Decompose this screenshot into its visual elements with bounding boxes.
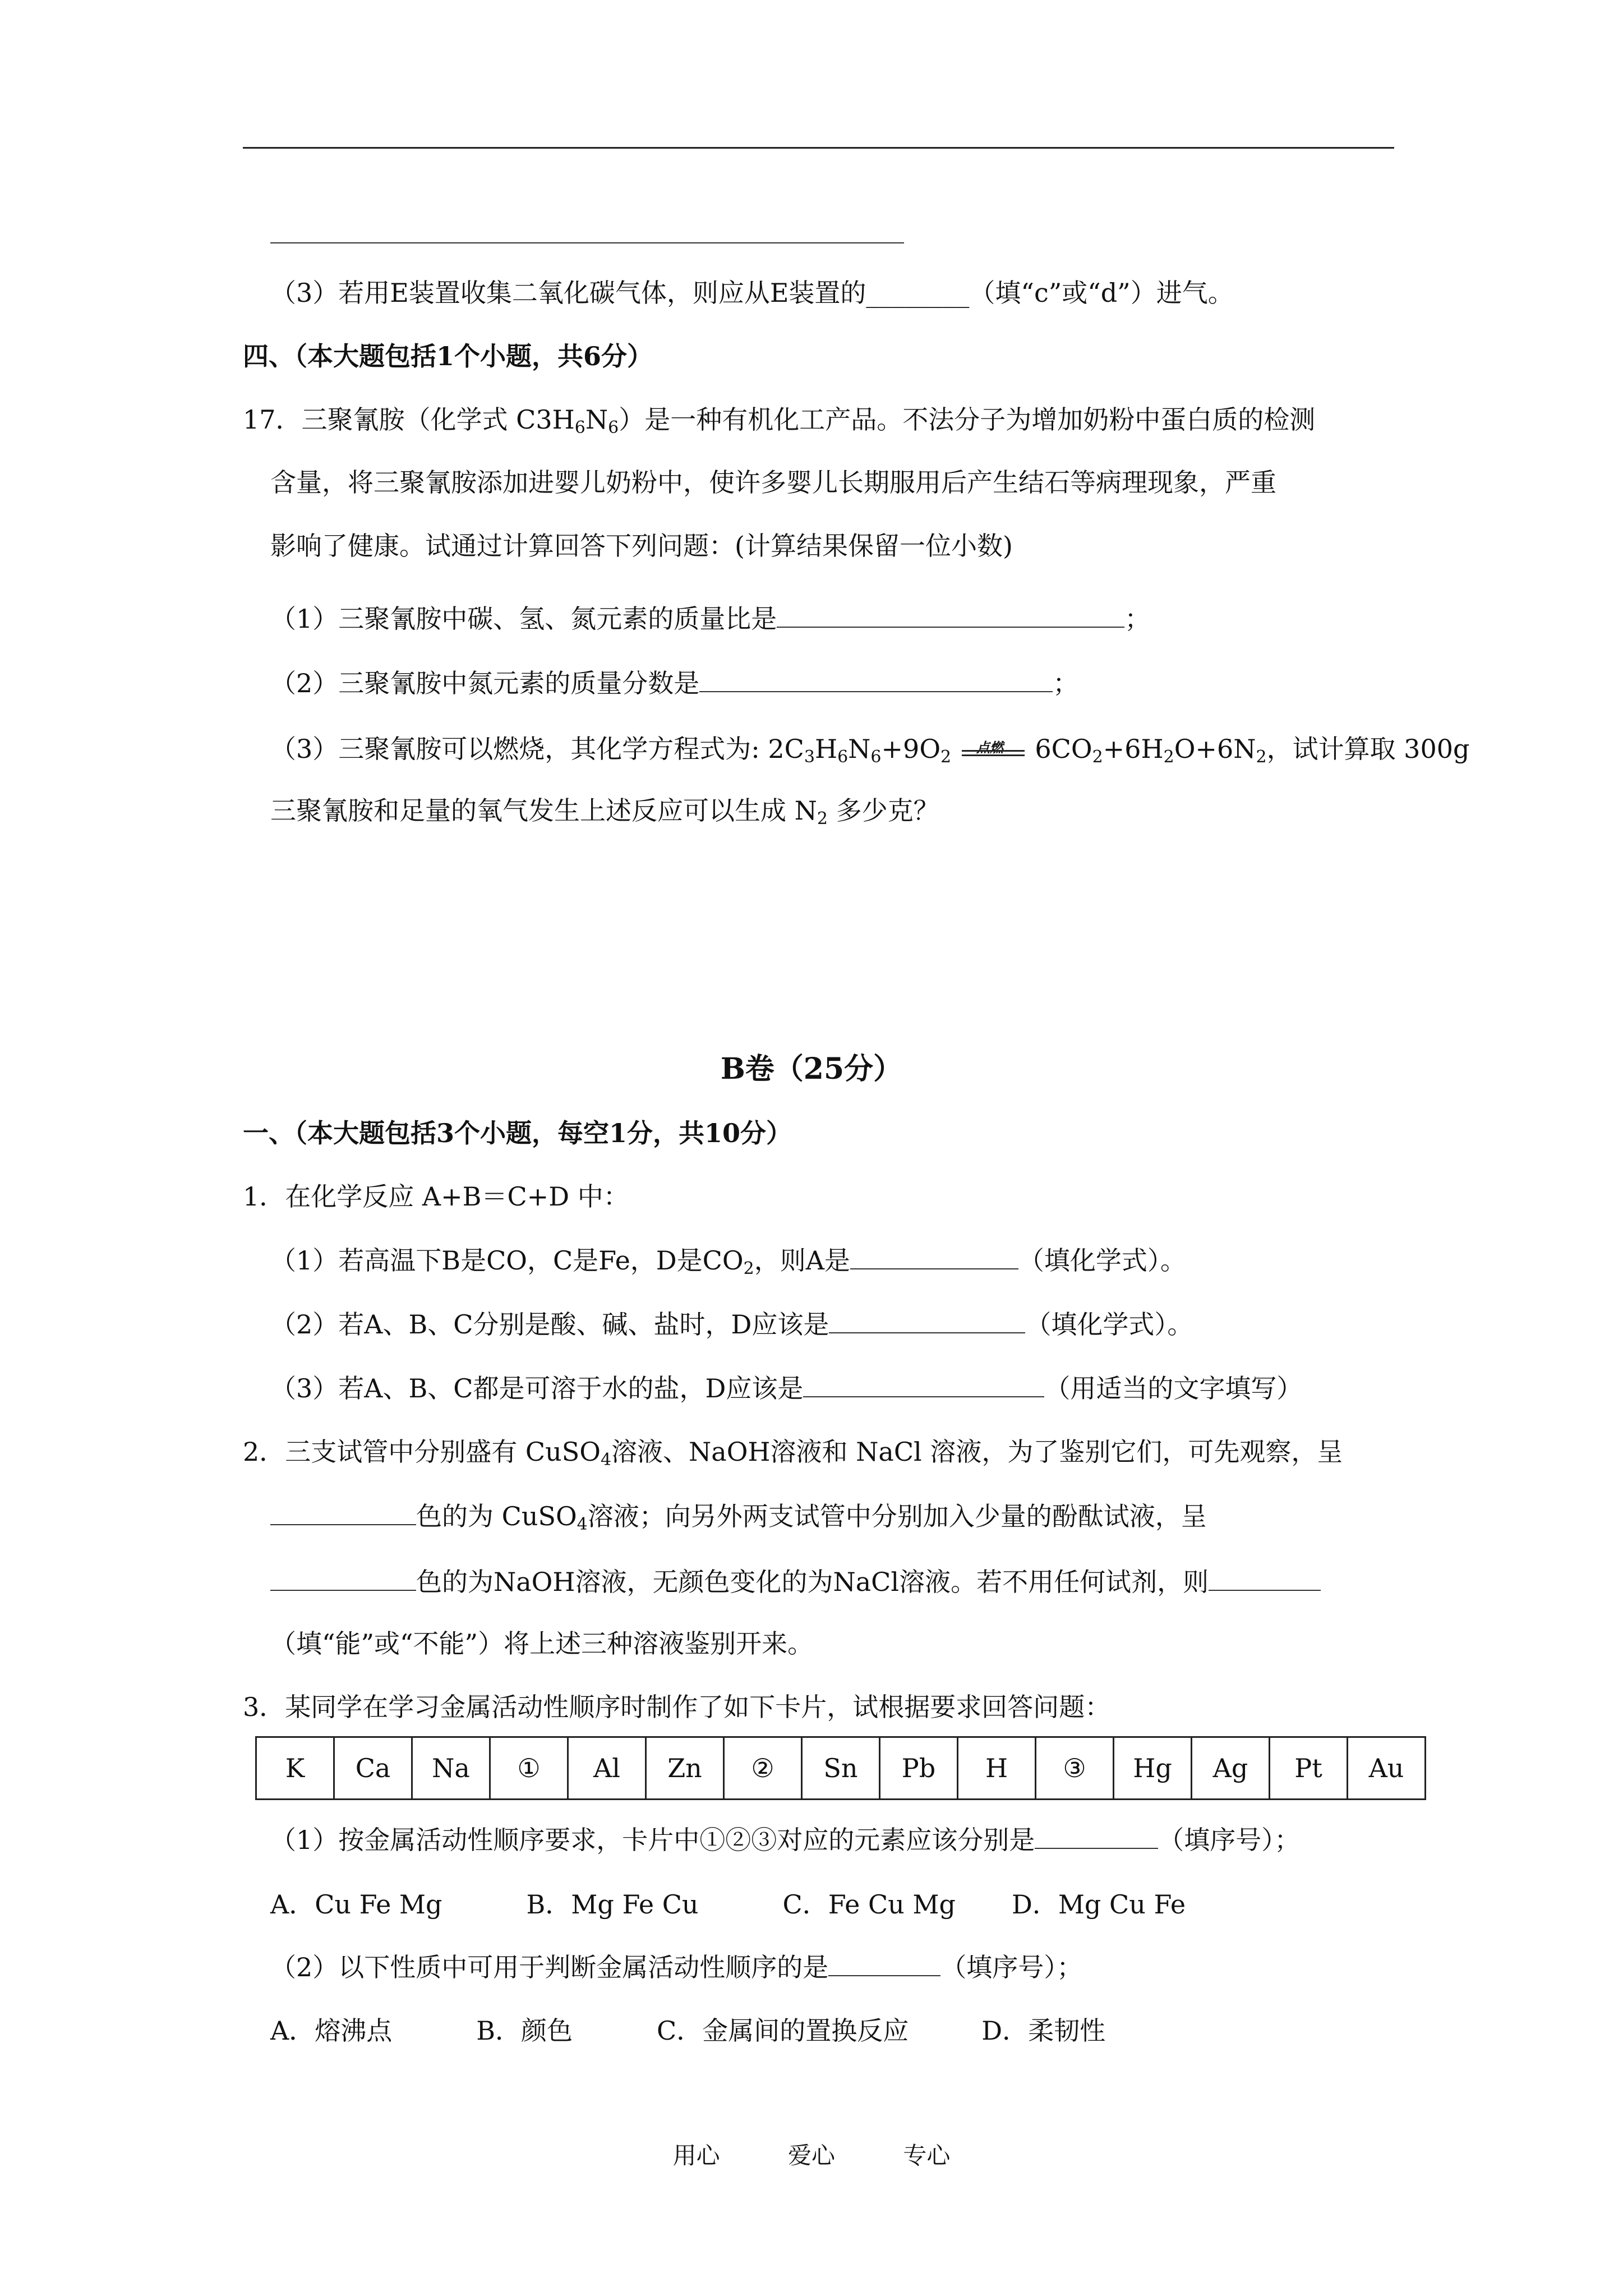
q16-part3 [270,276,1234,310]
footer-text: 用心 [672,2142,720,2169]
card-cell: Pt [1270,1737,1348,1800]
section4-title: 四、（本大题包括1个小题，共6分） [243,341,653,371]
q17-sub2-end: ； [1053,668,1079,698]
b2-line4: （填“能”或“不能”）将上述三种溶液鉴别开来。 [270,1628,814,1659]
q17-line1: 17．三聚氰胺（化学式 $C3H_6N_6$）是一种有机化工产品。不法分子为增加奶粉中蛋白质的检测 [243,404,1316,438]
answer-blank-line [270,218,904,251]
b2-text: 2．三支试管中分别盛有 CuSO [243,1437,601,1467]
q17-line3: 影响了健康。试通过计算回答下列问题：(计算结果保留一位小数) [270,531,1013,561]
card-cell: Pb [880,1737,958,1800]
q17-sub1 [270,602,1150,636]
metal-activity-cards [255,1736,1426,1800]
q17-text: 17．三聚氰胺（化学式 C [243,404,536,435]
q17-sub3: （3）三聚氰胺可以燃烧，其化学方程式为: $2C_3H_6N_6+9O_2$ 点燃 $6CO_2+6H_2O+6N_2$，试计算取 300g [270,732,1469,768]
b1-sub2-text: （2）若A、B、C分别是酸、碱、盐时，D应该是 [270,1309,829,1340]
answer-blank [828,1953,940,1976]
q17-line2: 含量，将三聚氰胺添加进婴儿奶粉中，使许多婴儿长期服用后产生结石等病理现象，严重 [270,467,1276,498]
card-cell: Sn [802,1737,880,1800]
answer-blank [803,1374,1044,1397]
answer-blank [829,1310,1025,1333]
b1-sub3 [270,1372,1302,1405]
b1-sub1-text: ，则A是 [754,1245,850,1276]
q17-sub3-line2-text: 三聚氰胺和足量的氧气发生上述反应可以生成 N [270,795,817,826]
option-b: B．颜色 [476,2016,573,2046]
b2-text: 溶液、NaOH溶液和 NaCl 溶液，为了鉴别它们，可先观察，呈 [611,1437,1343,1467]
card-cell: Na [412,1737,490,1800]
option-d: D．Mg Cu Fe [1011,1889,1186,1920]
b2-text: 色的为 CuSO [416,1501,577,1531]
q17-sub1-text: （1）三聚氰胺中碳、氢、氮元素的质量比是 [270,604,777,634]
q17-sub1-end: ； [1124,604,1151,634]
q17-sub3-line2-end: 多少克？ [827,795,939,826]
b2-line3 [270,1565,1321,1599]
page-footer [0,2137,1623,2171]
b1-sub1-end: （填化学式）。 [1018,1245,1186,1276]
b3-q2 [270,1950,1082,1984]
q17-sub2 [270,666,1078,700]
footer-text: 爱心 [787,2142,835,2169]
b3-stem: 3．某同学在学习金属活动性顺序时制作了如下卡片，试根据要求回答问题： [243,1692,1111,1722]
footer-text: 专心 [903,2142,951,2169]
b1-sub1-text: （1）若高温下B是CO，C是Fe，D是CO [270,1245,744,1276]
option-a: A．Cu Fe Mg [270,1889,442,1920]
q17-sub2-text: （2）三聚氰胺中氮元素的质量分数是 [270,668,700,698]
b1-sub2-end: （填化学式）。 [1025,1309,1193,1340]
b3-q1 [270,1823,1300,1857]
answer-blank [699,669,1053,692]
b3-q1-end: （填序号）； [1158,1825,1301,1855]
b3-q2-text: （2）以下性质中可用于判断金属活动性顺序的是 [270,1952,829,1982]
card-cell: Ca [334,1737,412,1800]
b1-sub1: （1）若高温下B是CO，C是Fe，D是$CO_2$，则A是 （填化学式）。 [270,1245,1186,1278]
card-cell: Ag [1192,1737,1270,1800]
option-a: A．熔沸点 [270,2016,393,2046]
card-cell: H [958,1737,1036,1800]
card-cell: K [256,1737,334,1800]
card-cell: Al [568,1737,646,1800]
answer-blank [1035,1825,1158,1849]
q17-sub3-text: （3）三聚氰胺可以燃烧，其化学方程式为: [270,734,768,764]
card-cell: ① [490,1737,568,1800]
b1-sub3-text: （3）若A、B、C都是可溶于水的盐，D应该是 [270,1373,804,1404]
header-rule [243,147,1394,149]
b2-text: 色的为NaOH溶液，无颜色变化的为NaCl溶液。若不用任何试剂，则 [416,1567,1209,1597]
answer-blank [270,1567,416,1591]
reaction-condition: 点燃 [976,739,1003,756]
b2-line2: 色的为 CuSO$_4$溶液；向另外两支试管中分别加入少量的酚酞试液，呈 [270,1499,1207,1533]
answer-blank [850,1246,1018,1269]
b3-q1-text: （1）按金属活动性顺序要求，卡片中①②③对应的元素应该分别是 [270,1825,1035,1855]
cards-row [256,1737,1426,1800]
b1-stem: 1．在化学反应 A+B＝C+D 中： [243,1181,629,1212]
b1-sub3-end: （用适当的文字填写） [1044,1373,1303,1404]
card-cell: Zn [646,1737,724,1800]
card-cell: Hg [1114,1737,1192,1800]
option-d: D．柔韧性 [981,2016,1106,2046]
b2-line1: 2．三支试管中分别盛有 CuSO$_4$溶液、NaOH溶液和 NaCl 溶液，为了鉴别它们，可先观察，呈 [243,1437,1343,1470]
q17-text: ）是一种有机化工产品。不法分子为增加奶粉中蛋白质的检测 [619,404,1316,435]
q16-part3-text: （3）若用E装置收集二氧化碳气体，则应从E装置的________（填“c”或“d”）进气。 [270,278,1234,308]
option-b: B．Mg Fe Cu [526,1889,699,1920]
card-cell: ② [724,1737,802,1800]
b3-q1-options [270,1888,1186,1921]
section1-title: 一、（本大题包括3个小题，每空1分，共10分） [243,1118,792,1148]
option-c: C．Fe Cu Mg [782,1889,956,1920]
b1-sub2 [270,1308,1193,1341]
paper-b-title: B卷（25分） [720,1052,903,1086]
card-cell: ③ [1036,1737,1114,1800]
answer-blank [1209,1567,1321,1591]
answer-blank [270,1502,416,1525]
b3-q2-options [270,2014,1105,2047]
answer-blank [777,604,1124,628]
card-cell: Au [1348,1737,1426,1800]
option-c: C．金属间的置换反应 [657,2016,909,2046]
b3-q2-end: （填序号）； [940,1952,1083,1982]
answer-blank [270,220,904,243]
q17-sub3-text-end: ，试计算取 300g [1266,734,1470,764]
reaction-arrow [960,734,1027,768]
q17-sub3-line2: 三聚氰胺和足量的氧气发生上述反应可以生成 $N_2$ 多少克？ [270,795,939,829]
b2-text: 溶液；向另外两支试管中分别加入少量的酚酞试液，呈 [587,1501,1207,1531]
